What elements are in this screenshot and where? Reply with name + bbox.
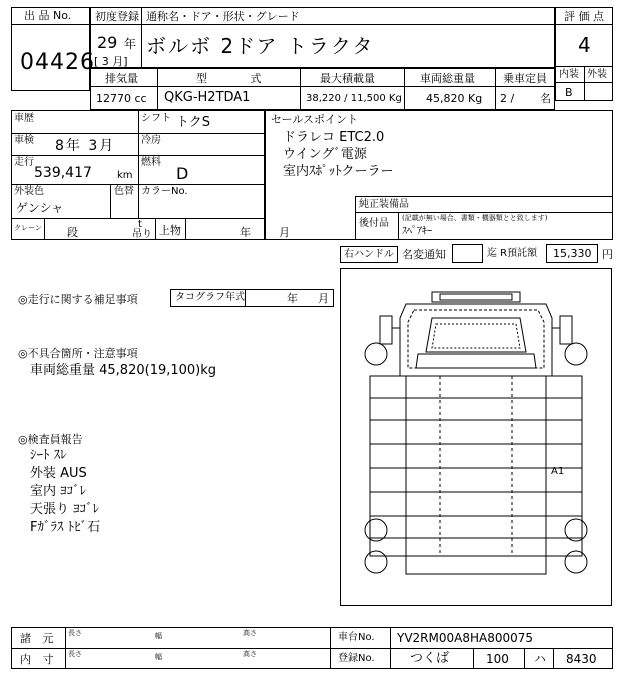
history-label: 車歴	[14, 113, 34, 124]
inspection: 8年 3月	[55, 138, 116, 154]
tachograph-year: 年	[287, 292, 298, 305]
truck-diagram	[340, 268, 612, 606]
shift: トクS	[176, 115, 210, 130]
inspector-line-4: 天張り ﾖｺﾞﾚ	[30, 502, 100, 517]
width-label-1: 幅	[155, 632, 162, 640]
lot-number: 04426	[20, 50, 95, 75]
overall-grade: 4	[578, 33, 591, 57]
first-registration-year: 29	[97, 33, 118, 52]
defects-line: 車両総重量 45,820(19,100)kg	[30, 363, 217, 378]
exterior-color-label: 外装色	[14, 186, 44, 197]
capacity-unit: 名	[540, 92, 551, 105]
length-label-1: 長さ	[68, 629, 82, 637]
color-change-label: 色替	[114, 186, 134, 197]
year-unit: 年	[124, 37, 137, 51]
mileage: 539,417	[34, 165, 92, 181]
genuine-equipment-label: 純正装備品	[359, 199, 409, 210]
inspector-report-label: ◎検査員報告	[18, 433, 83, 446]
inspector-line-5: Fｶﾞﾗｽ ﾄﾋﾞ石	[30, 520, 101, 535]
chassis-number: YV2RM00A8HA800075	[397, 631, 534, 645]
height-label-1: 高さ	[243, 629, 257, 637]
height-label-2: 高さ	[243, 650, 257, 658]
aftermarket-items: ｽﾍﾟｱｷｰ	[402, 226, 432, 237]
chassis-label: 車台No.	[338, 632, 375, 643]
crane-stage: 段	[67, 226, 78, 239]
displacement-label: 排気量	[105, 72, 138, 85]
mileage-label: 走行	[14, 157, 34, 168]
tachograph-label: タコグラフ年式	[175, 292, 245, 303]
exterior-label: 外装	[587, 69, 607, 80]
capacity-label: 乗車定員	[503, 72, 547, 85]
rhd: 右ハンドル	[344, 249, 394, 260]
specs-row-label: 諸 元	[20, 632, 58, 645]
gross-weight-label: 車両総重量	[420, 72, 475, 85]
fuel-label: 燃料	[141, 157, 161, 168]
shift-label: シフト	[141, 113, 171, 124]
sales-point-line-1: ドラレコ ETC2.0	[283, 130, 385, 145]
plate-class: 100	[486, 652, 509, 666]
deposit-unit: 円	[602, 248, 613, 261]
max-load: 38,220 / 11,500 Kg	[306, 93, 402, 104]
first-registration-month: [ 3 月]	[94, 55, 128, 68]
defects-label: ◎不具合箇所・注意事項	[18, 347, 138, 360]
crane-label: クレーン	[14, 224, 42, 232]
interior-grade: B	[565, 86, 573, 99]
sales-point-line-3: 室内ｽﾎﾟｯﾄクーラー	[283, 164, 394, 179]
plate-region: つくば	[410, 651, 450, 666]
aftermarket-note: (記載が無い場合、書類・機器類とと致します)	[402, 214, 548, 222]
fuel: D	[176, 164, 189, 183]
inspector-line-3: 室内 ﾖｺﾞﾚ	[30, 484, 87, 499]
upper-year: 年	[240, 226, 251, 239]
lot-no-label: 出 品 No.	[24, 9, 72, 22]
inner-dim-row-label: 内 寸	[20, 653, 58, 666]
interior-label: 内装	[559, 69, 579, 80]
sales-point-line-2: ウイングﾞ電源	[283, 147, 367, 162]
displacement: 12770 cc	[96, 92, 147, 105]
diagram-mark-a1: A1	[551, 466, 565, 477]
car-name: ボルボ 2ドア トラクタ	[146, 34, 375, 58]
first-registration-label: 初度登録	[95, 10, 139, 23]
inspector-line-1: ｼｰﾄ ｽﾚ	[30, 448, 67, 463]
plate-kana: ハ	[534, 652, 547, 666]
deposit-label: 迄 R預託額	[487, 248, 538, 259]
inspector-line-2: 外装 AUS	[30, 466, 87, 481]
max-load-label: 最大積載量	[320, 72, 375, 85]
ac-label: 冷房	[141, 135, 161, 146]
sales-point-label: セールスポイント	[271, 113, 359, 126]
plate-label: 登録No.	[338, 653, 375, 664]
type-label: 型 式	[196, 72, 282, 85]
name-label: 通称名・ドア・形状・グレード	[146, 10, 300, 23]
aftermarket-label: 後付品	[359, 218, 389, 229]
crane-hang: 吊り	[132, 229, 152, 240]
mileage-unit: km	[117, 170, 133, 181]
upper-body-label: 上物	[159, 224, 181, 237]
deposit: 15,330	[553, 247, 592, 260]
width-label-2: 幅	[155, 653, 162, 661]
crane-ton: t	[138, 219, 142, 230]
exterior-color: ゲンシャ	[16, 201, 64, 215]
notice-box	[452, 244, 483, 263]
gross-weight: 45,820 Kg	[426, 92, 483, 105]
capacity: 2 /	[500, 92, 515, 105]
inspection-label: 車検	[14, 135, 34, 146]
color-code-label: カラーNo.	[141, 186, 188, 197]
model-code: QKG-H2TDA1	[164, 90, 251, 105]
upper-month: 月	[279, 226, 290, 239]
notice-label: 名変通知	[402, 248, 446, 261]
grade-label: 評 価 点	[564, 10, 604, 23]
tachograph-month: 月	[318, 292, 329, 305]
length-label-2: 長さ	[68, 650, 82, 658]
driving-notes-label: ◎走行に関する補足事項	[18, 293, 138, 306]
plate-number: 8430	[566, 652, 597, 666]
